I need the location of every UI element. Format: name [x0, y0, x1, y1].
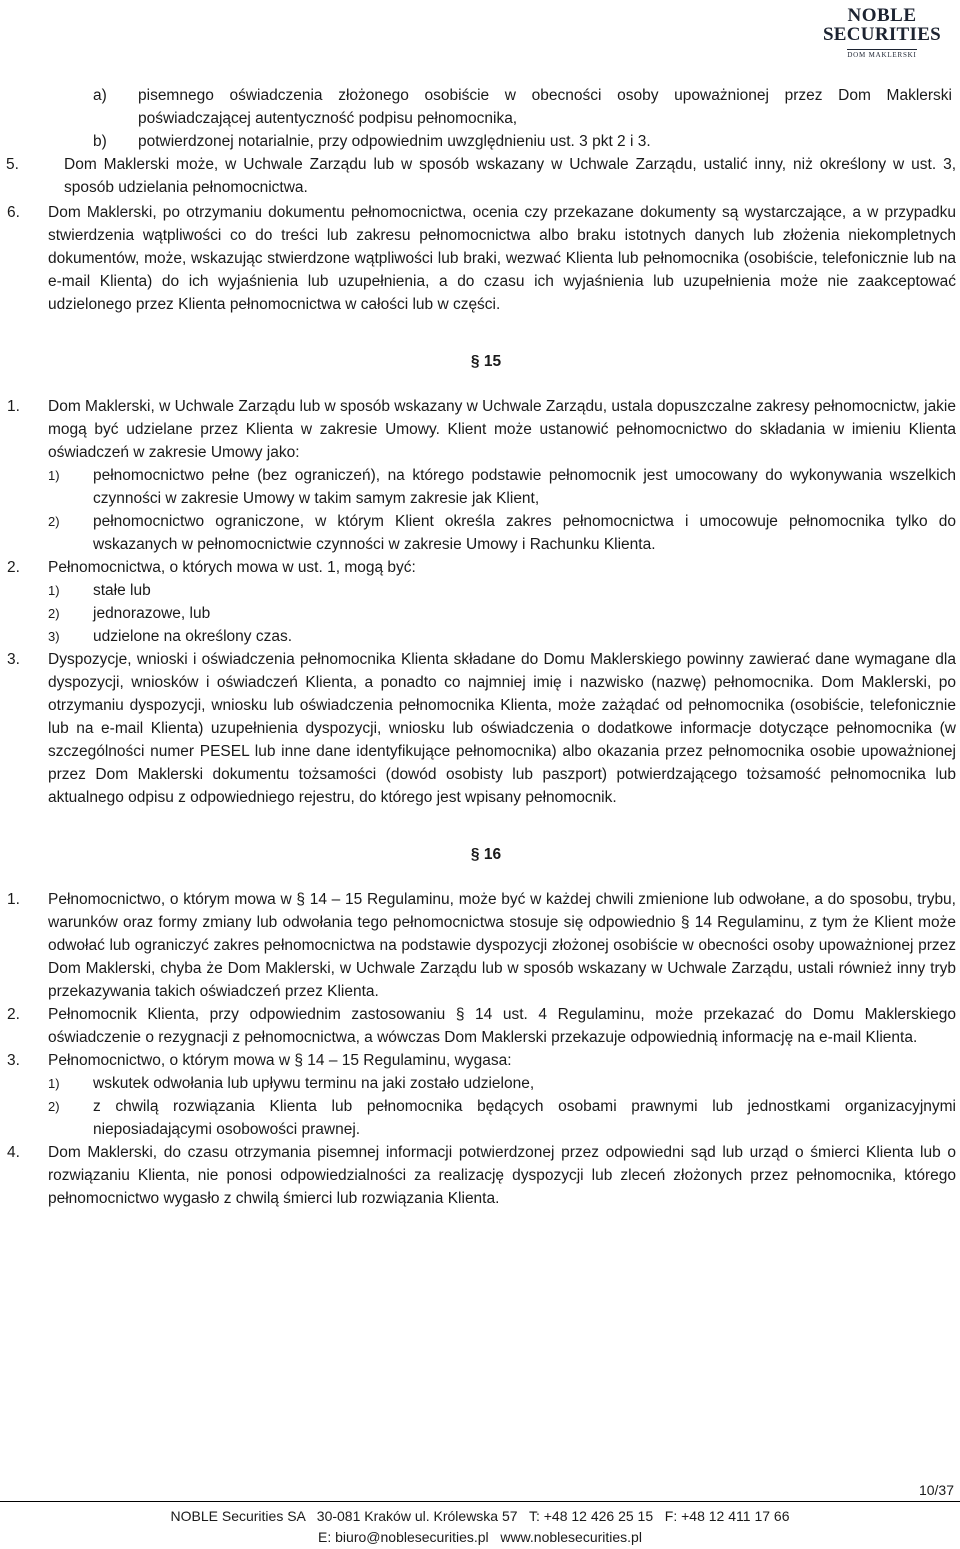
- list-item: [0, 395, 960, 464]
- item-text: pełnomocnictwo pełne (bez ograniczeń), na którego podstawie pełnomocnik jest umocowany do wykonywania wszelkich czynności w zakresie Umowy w takim samym zakresie jak Klient,: [93, 467, 956, 507]
- item-text: jednorazowe, lub: [93, 605, 211, 622]
- item-label: 2): [48, 606, 60, 621]
- item-label: 2.: [7, 1006, 20, 1023]
- item-text: Dom Maklerski może, w Uchwale Zarządu lub w sposób wskazany w Uchwale Zarządu, ustalić inny, niż określony w ust. 3, sposób udzielania pełnomocnictwa.: [64, 156, 956, 196]
- item-text: Pełnomocnik Klienta, przy odpowiednim zastosowaniu § 14 ust. 4 Regulaminu, może przekazać do Domu Maklerskiego oświadczenie o rezygnacji z pełnomocnictwa, a wówczas Dom Maklerski przekazuje odpowiednią informację na e-mail Klienta.: [48, 1006, 956, 1046]
- list-item: [0, 1049, 960, 1072]
- item-text: Pełnomocnictwo, o którym mowa w § 14 – 15 Regulaminu, może być w każdej chwili zmienione lub odwołane, a do sposobu, trybu, warunków oraz formy zmiany lub odwołania tego pełnomocnictwa stosuje się odpowiednio § 14 Regulaminu, z tym że Klient może odwołać lub ograniczyć zakres pełnomocnictwa na podstawie dyspozycji złożonej osobiście w obecności osoby upoważnionej przez Dom Maklerski, chyba że Dom Maklerski, w Uchwale Zarządu lub w sposób wskazany w Uchwale Zarządu, ustali również inny tryb przekazywania takich oświadczeń przez Klienta.: [48, 891, 956, 1000]
- item-text: Dom Maklerski, po otrzymaniu dokumentu pełnomocnictwa, ocenia czy przekazane dokumenty są wystarczające, a w przypadku stwierdzenia wątpliwości co do treści lub zakresu pełnomocnictwa albo braku istotnych danych lub złożenia niekompletnych dokumentów, może, wskazując stwierdzone wątpliwości lub braki, wezwać Klienta lub pełnomocnika (osobiście, telefonicznie lub na e-mail Klienta) do ich wyjaśnienia lub uzupełnienia, a do czasu ich wyjaśnienia lub uzupełnienia może nie zaakceptować udzielonego przez Klienta pełnomocnictwa w całości lub w części.: [48, 204, 956, 313]
- item-label: 2): [48, 514, 60, 529]
- logo-line-3: DOM MAKLERSKI: [847, 51, 917, 59]
- page-number: 10/37: [918, 1482, 954, 1498]
- item-label: 3): [48, 629, 60, 644]
- item-label: 4.: [7, 1144, 20, 1161]
- item-text: stałe lub: [93, 582, 151, 599]
- page-footer: [0, 1506, 960, 1548]
- item-text: pisemnego oświadczenia złożonego osobiście w obecności osoby upoważnionej przez Dom Maklerski poświadczającej autentyczność podpisu pełnomocnika,: [138, 87, 952, 127]
- list-item: [0, 464, 960, 510]
- item-text: potwierdzonej notarialnie, przy odpowiednim uwzględnieniu ust. 3 pkt 2 i 3.: [138, 133, 651, 150]
- noble-securities-logo: [812, 6, 952, 62]
- item-label: 3.: [7, 651, 20, 668]
- item-label: b): [93, 133, 107, 150]
- list-item: [0, 888, 960, 1003]
- list-item: [0, 510, 960, 556]
- item-label: 1): [48, 583, 60, 598]
- item-label: 2): [48, 1099, 60, 1114]
- item-label: 1.: [7, 891, 20, 908]
- list-item: [0, 1141, 960, 1210]
- item-label: a): [93, 87, 107, 104]
- item-label: 2.: [7, 559, 20, 576]
- list-item: [0, 201, 960, 316]
- list-item: [0, 579, 960, 602]
- item-label: 1): [48, 1076, 60, 1091]
- footer-contact-line: E: biuro@noblesecurities.pl www.noblesecurities.pl: [318, 1529, 642, 1545]
- logo-line-2: SECURITIES: [822, 24, 942, 45]
- list-item: [0, 153, 960, 199]
- item-text: Dom Maklerski, do czasu otrzymania pisemnej informacji potwierdzonej przez odpowiedni sąd lub urząd o śmierci Klienta lub o rozwiązaniu Klienta, nie ponosi odpowiedzialności za realizację dyspozycji lub zleceń złożonych przez pełnomocnika, którego pełnomocnictwo wygasło z chwilą śmierci lub rozwiązania Klienta.: [48, 1144, 956, 1207]
- section-heading-15: § 15: [470, 353, 502, 370]
- item-label: 6.: [7, 204, 20, 221]
- item-text: pełnomocnictwo ograniczone, w którym Klient określa zakres pełnomocnictwa i umocowuje pełnomocnika tylko do wskazanych w pełnomocnictwie czynności w zakresie Umowy i Rachunku Klienta.: [93, 513, 956, 553]
- list-item: [0, 648, 960, 809]
- logo-line-1: NOBLE: [847, 5, 917, 26]
- item-label: 1.: [7, 398, 20, 415]
- list-item: [0, 602, 960, 625]
- item-text: Pełnomocnictwa, o których mowa w ust. 1, mogą być:: [48, 559, 416, 576]
- item-text: wskutek odwołania lub upływu terminu na jaki zostało udzielone,: [93, 1075, 535, 1092]
- item-label: 1): [48, 468, 60, 483]
- list-item: [0, 1072, 960, 1095]
- section-heading-16: § 16: [470, 846, 502, 863]
- item-text: udzielone na określony czas.: [93, 628, 293, 645]
- item-text: z chwilą rozwiązania Klienta lub pełnomocnika będących osobami prawnymi lub jednostkami organizacyjnymi nieposiadającymi osobowości prawnej.: [93, 1098, 956, 1138]
- list-item: [0, 1003, 960, 1049]
- item-text: Dyspozycje, wnioski i oświadczenia pełnomocnika Klienta składane do Domu Maklerskiego powinny zawierać dane wymagane dla dyspozycji, wniosków i oświadczeń Klienta, a ponadto co najmniej imię i nazwisko (nazwę) pełnomocnika. Dom Maklerski, po otrzymaniu dyspozycji, wniosku lub oświadczenia pełnomocnika Klienta, może zażądać od pełnomocnika (osobiście, telefonicznie lub na e-mail Klienta) uzupełnienia dyspozycji, wniosku lub oświadczenia o dodatkowe informacje dotyczące pełnomocnika (w szczególności numer PESEL lub inne dane identyfikujące pełnomocnika) albo okazania przez pełnomocnika osobie upoważnionej przez Dom Maklerski dokumentu tożsamości (dowód osobisty lub paszport) potwierdzającego tożsamość pełnomocnika lub aktualnego odpisu z odpowiedniego rejestru, do którego jest wpisany pełnomocnik.: [48, 651, 956, 806]
- item-text: Pełnomocnictwo, o którym mowa w § 14 – 15 Regulaminu, wygasa:: [48, 1052, 512, 1069]
- list-item: [0, 84, 960, 130]
- document-body: [0, 84, 960, 1210]
- footer-divider: [0, 1501, 960, 1502]
- list-item: [0, 1095, 960, 1141]
- item-label: 3.: [7, 1052, 20, 1069]
- list-item: [0, 130, 960, 153]
- item-label: 5.: [6, 156, 19, 173]
- list-item: [0, 625, 960, 648]
- list-item: [0, 556, 960, 579]
- item-text: Dom Maklerski, w Uchwale Zarządu lub w sposób wskazany w Uchwale Zarządu, ustala dopuszczalne zakresy pełnomocnictw, jakie mogą być udzielane przez Klienta w zakresie Umowy. Klient może ustanowić pełnomocnictwo do składania w imieniu Klienta oświadczeń w zakresie Umowy jako:: [48, 398, 956, 461]
- footer-address-line: NOBLE Securities SA 30-081 Kraków ul. Królewska 57 T: +48 12 426 25 15 F: +48 12 411 17 66: [170, 1508, 790, 1524]
